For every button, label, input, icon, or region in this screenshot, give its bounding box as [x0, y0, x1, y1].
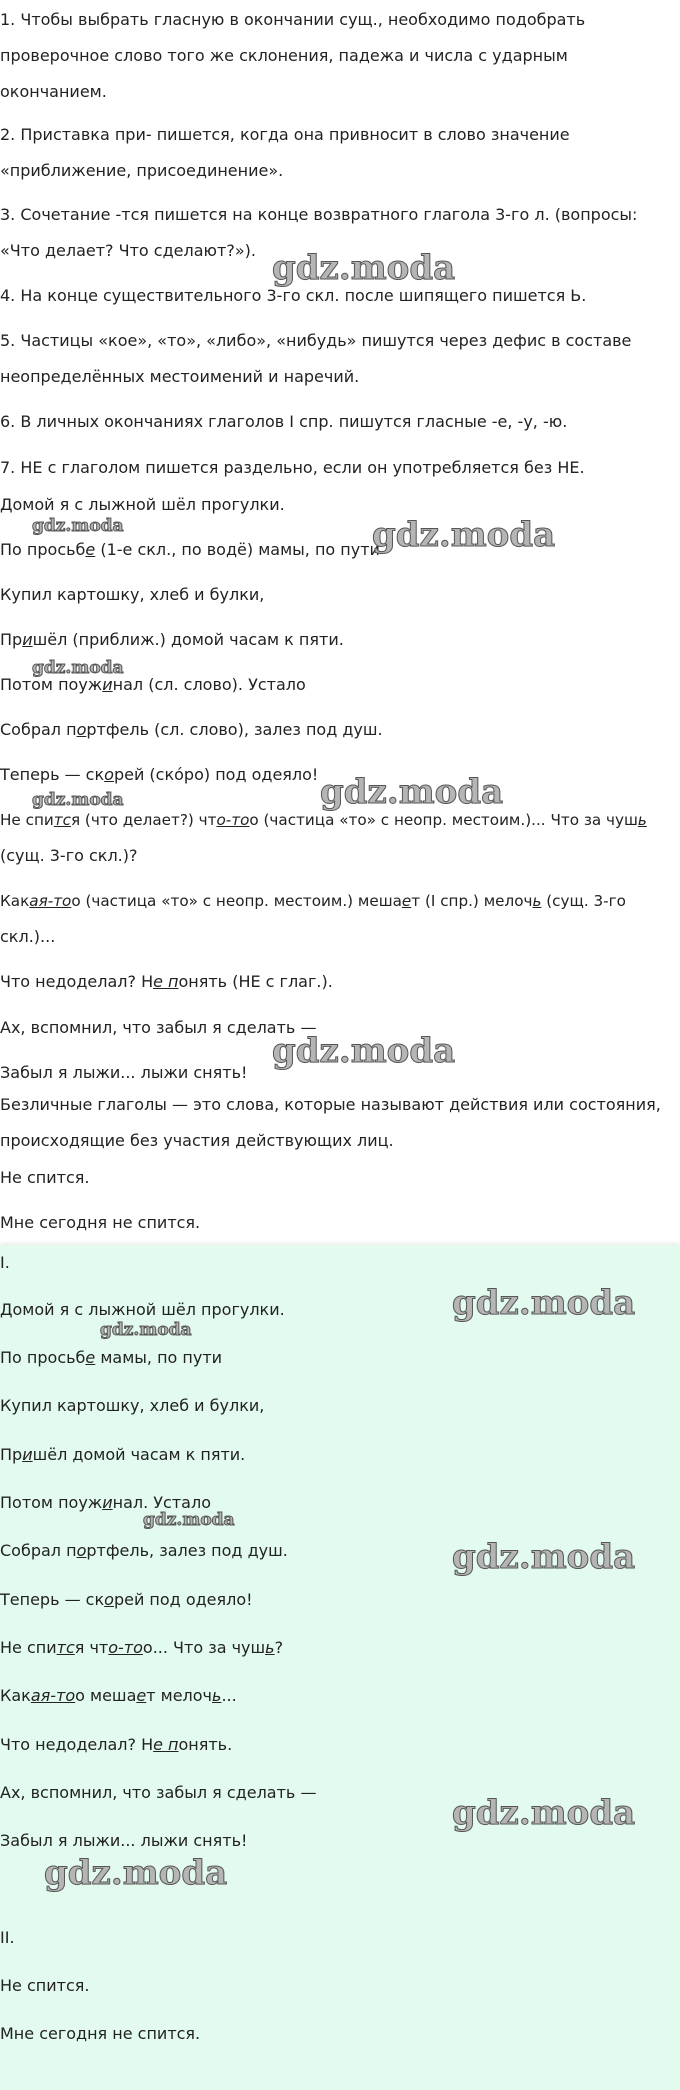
rule-2: 2. Приставка при- пишется, когда она привносит в слово значение «приближение, присоединение».: [0, 125, 570, 180]
watermark: gdz.moda: [452, 1537, 636, 1577]
answer-line: Мне сегодня не спится.: [0, 2024, 201, 2043]
watermark: gdz.moda: [452, 1283, 636, 1323]
answer-line: Пришёл домой часам к пяти.: [0, 1445, 246, 1464]
watermark: gdz.moda: [32, 516, 124, 536]
poem-line: Купил картошку, хлеб и булки,: [0, 585, 265, 604]
watermark: gdz.moda: [272, 1031, 456, 1071]
answer-line: Не спится что-тоо... Что за чушь?: [0, 1638, 284, 1657]
poem-line: Пришёл (приближ.) домой часам к пяти.: [0, 630, 344, 649]
answer-line: Что недоделал? Не понять.: [0, 1735, 233, 1754]
watermark: gdz.moda: [452, 1793, 636, 1833]
answer-line: Теперь — скорей под одеяло!: [0, 1590, 253, 1609]
poem-line: Забыл я лыжи... лыжи снять!: [0, 1063, 248, 1082]
answer-line: Какая-тоо мешает мелочь...: [0, 1686, 237, 1705]
answer-line: Собрал портфель, залез под душ.: [0, 1541, 288, 1560]
rule-7: 7. НЕ с глаголом пишется раздельно, если он употребляется без НЕ.: [0, 458, 585, 477]
poem-line: Теперь — скорей (скóро) под одеяло!: [0, 765, 319, 784]
section-heading: II.: [0, 1928, 15, 1947]
rule-6: 6. В личных окончаниях глаголов I спр. пишутся гласные -е, -у, -ю.: [0, 412, 568, 431]
answer-line: По просьбе мамы, по пути: [0, 1348, 223, 1367]
poem-line: Что недоделал? Не понять (НЕ с глаг.).: [0, 972, 333, 991]
watermark: gdz.moda: [100, 1320, 192, 1340]
answer-line: Потом поужинал. Устало: [0, 1493, 211, 1512]
rule-5: 5. Частицы «кое», «то», «либо», «нибудь» пишутся через дефис в составе неопределённых местоимений и наречий.: [0, 331, 632, 386]
poem-line: Собрал портфель (сл. слово), залез под душ.: [0, 720, 383, 739]
answer-line: Забыл я лыжи... лыжи снять!: [0, 1831, 248, 1850]
example-line: Не спится.: [0, 1168, 90, 1187]
poem-line: (сущ. 3-го скл.)?: [0, 846, 138, 865]
answer-line: Ах, вспомнил, что забыл я сделать —: [0, 1783, 317, 1802]
watermark: gdz.moda: [44, 1853, 228, 1893]
answer-line: Не спится.: [0, 1976, 90, 1995]
answer-line: Купил картошку, хлеб и булки,: [0, 1396, 265, 1415]
poem-line: Какая-тоо (частица «то» с неопр. местоим.) мешает (I спр.) мелочь (сущ. 3-го: [0, 892, 626, 910]
poem-line: Потом поужинал (сл. слово). Устало: [0, 675, 306, 694]
watermark: gdz.moda: [143, 1510, 235, 1530]
poem-line: Не спится (что делает?) что-тоо (частица «то» с неопр. местоим.)... Что за чушь: [0, 811, 647, 829]
watermark: gdz.moda: [32, 790, 124, 810]
section-heading: I.: [0, 1253, 10, 1272]
watermark: gdz.moda: [372, 515, 556, 555]
poem-line: Ах, вспомнил, что забыл я сделать —: [0, 1018, 317, 1037]
rule-4: 4. На конце существительного 3-го скл. после шипящего пишется Ь.: [0, 286, 587, 305]
rule-3: 3. Сочетание -тся пишется на конце возвратного глагола 3-го л. (вопросы: «Что делает? Что сделают?»).: [0, 205, 638, 260]
watermark: gdz.moda: [32, 658, 124, 678]
answer-line: Домой я с лыжной шёл прогулки.: [0, 1300, 285, 1319]
rule-1: 1. Чтобы выбрать гласную в окончании сущ., необходимо подобрать проверочное слово того же склонения, падежа и числа с ударным окончанием.: [0, 10, 586, 101]
watermark: gdz.moda: [272, 248, 456, 288]
definition-text: Безличные глаголы — это слова, которые называют действия или состояния, происходящие без участия действующих лиц.: [0, 1095, 661, 1150]
example-line: Мне сегодня не спится.: [0, 1213, 201, 1232]
poem-line: Домой я с лыжной шёл прогулки.: [0, 495, 285, 514]
watermark: gdz.moda: [320, 772, 504, 812]
poem-line: По просьбе (1-е скл., по водё) мамы, по пути: [0, 540, 380, 559]
poem-line: скл.)...: [0, 927, 56, 946]
